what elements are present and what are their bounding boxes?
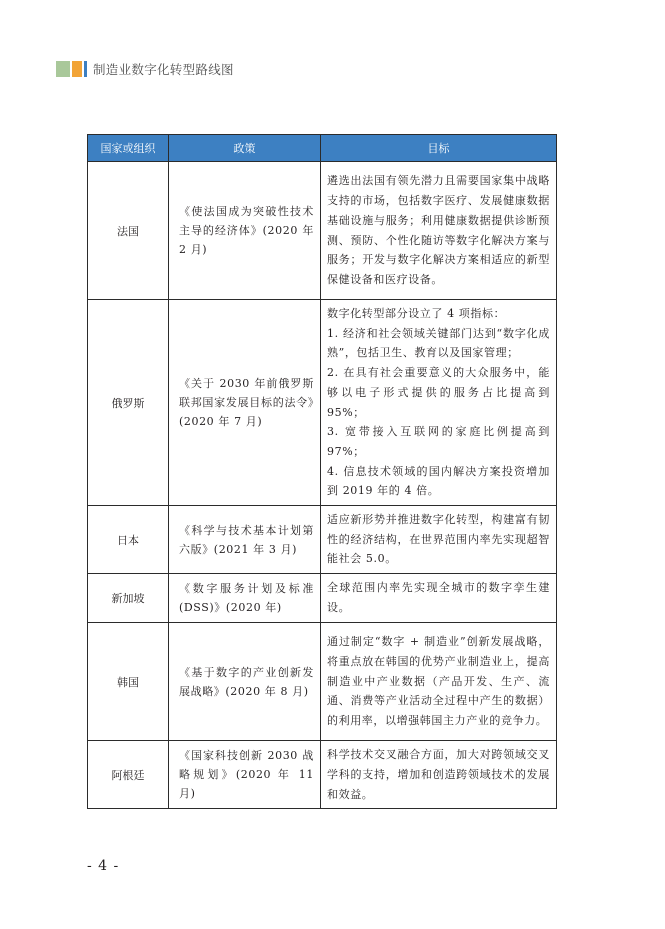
goal-cell bbox=[321, 623, 557, 741]
policy-text: 《使法国成为突破性技术主导的经济体》(2020 年 2 月) bbox=[179, 205, 314, 256]
goal-cell bbox=[321, 574, 557, 623]
policy-text: 《国家科技创新 2030 战略规划》(2020 年 11 月) bbox=[179, 749, 314, 801]
policy-cell bbox=[169, 623, 321, 741]
policy-text: 《科学与技术基本计划第六版》(2021 年 3 月) bbox=[179, 523, 314, 556]
goal-line: 1. 经济和社会领域关键部门达到“数字化成熟”，包括卫生、教育以及国家管理； bbox=[327, 326, 550, 360]
goal-line: 数字化转型部分设立了 4 项指标： bbox=[327, 307, 506, 320]
goal-text bbox=[327, 171, 550, 289]
table-header-row bbox=[88, 135, 557, 162]
goal-text bbox=[327, 510, 550, 569]
policy-cell bbox=[169, 741, 321, 809]
table-row bbox=[88, 741, 557, 809]
country-cell: 俄罗斯 bbox=[88, 300, 169, 506]
table-row bbox=[88, 506, 557, 574]
table-row bbox=[88, 162, 557, 300]
running-header bbox=[56, 61, 234, 77]
goal-line: 通过制定“数字 + 制造业”创新发展战略，将重点放在韩国的优势产业制造业上，提高制造业中产业数据（产品开发、生产、流通、消费等产业活动全过程中产生的数据）的利用率，以增强韩国主力产业的竞争力。 bbox=[327, 635, 550, 728]
policy-text: 《基于数字的产业创新发展战略》(2020 年 8 月) bbox=[179, 665, 314, 698]
goal-cell bbox=[321, 300, 557, 506]
goal-cell bbox=[321, 741, 557, 809]
table-row bbox=[88, 623, 557, 741]
policy-cell bbox=[169, 162, 321, 300]
country-cell: 法国 bbox=[88, 162, 169, 300]
goal-line: 全球范围内率先实现全城市的数字孪生建设。 bbox=[327, 581, 550, 615]
goal-line: 科学技术交叉融合方面，加大对跨领域交叉学科的支持，增加和创造跨领域技术的发展和效益。 bbox=[327, 748, 550, 801]
page-number: - 4 - bbox=[87, 858, 120, 874]
column-header-country: 国家或组织 bbox=[88, 135, 169, 162]
country-cell: 韩国 bbox=[88, 623, 169, 741]
policy-cell bbox=[169, 506, 321, 574]
country-cell: 阿根廷 bbox=[88, 741, 169, 809]
goal-text bbox=[327, 745, 550, 804]
goal-line: 遴选出法国有领先潜力且需要国家集中战略支持的市场，包括数字医疗、发展健康数据基础设施与服务；利用健康数据提供诊断预测、预防、个性化随访等数字化解决方案与服务；开发与数字化解决方案相适应的新型保健设备和医疗设备。 bbox=[327, 174, 550, 286]
column-header-goal: 目标 bbox=[321, 135, 557, 162]
column-header-policy: 政策 bbox=[169, 135, 321, 162]
policy-text: 《数字服务计划及标准(DSS)》(2020 年) bbox=[179, 582, 314, 615]
policy-table bbox=[87, 134, 557, 809]
goal-text bbox=[327, 578, 550, 617]
policy-cell bbox=[169, 300, 321, 506]
policy-text: 《关于 2030 年前俄罗斯联邦国家发展目标的法令》(2020 年 7 月) bbox=[179, 377, 314, 429]
goal-text bbox=[327, 632, 550, 731]
goal-cell bbox=[321, 162, 557, 300]
goal-text bbox=[327, 304, 550, 501]
header-title: 制造业数字化转型路线图 bbox=[93, 62, 234, 77]
header-decoration-blue bbox=[84, 61, 87, 77]
country-cell: 日本 bbox=[88, 506, 169, 574]
header-decoration-green bbox=[56, 61, 70, 77]
table-row bbox=[88, 300, 557, 506]
goal-line: 3. 宽带接入互联网的家庭比例提高到 97%； bbox=[327, 425, 550, 458]
header-decoration-orange bbox=[72, 61, 82, 77]
goal-line: 适应新形势并推进数字化转型，构建富有韧性的经济结构，在世界范围内率先实现超智能社会 5.0。 bbox=[327, 513, 550, 566]
table-row bbox=[88, 574, 557, 623]
goal-line: 4. 信息技术领域的国内解决方案投资增加到 2019 年的 4 倍。 bbox=[327, 464, 550, 498]
goal-line: 2. 在具有社会重要意义的大众服务中，能够以电子形式提供的服务占比提高到 95%； bbox=[327, 366, 550, 419]
policy-cell bbox=[169, 574, 321, 623]
goal-cell bbox=[321, 506, 557, 574]
country-cell: 新加坡 bbox=[88, 574, 169, 623]
